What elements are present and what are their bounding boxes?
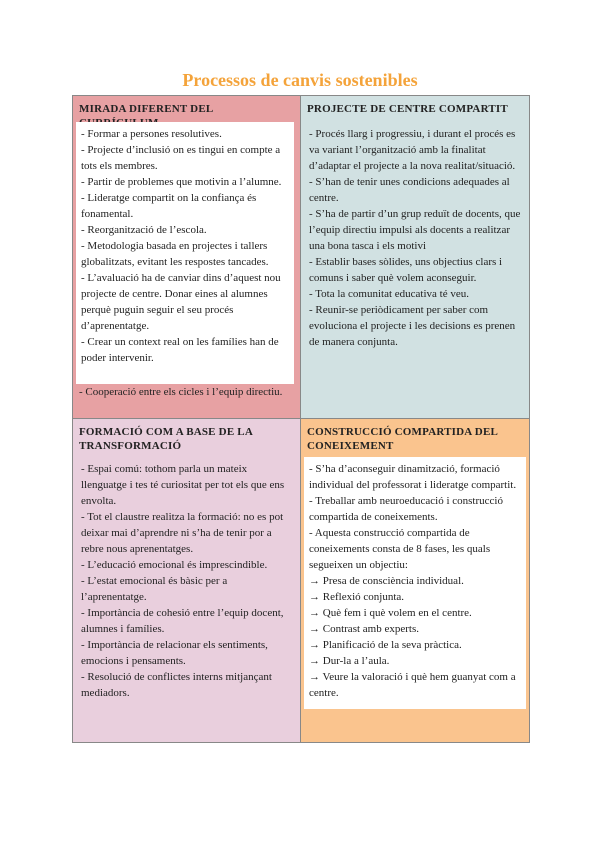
list-item: - S’ha de partir d’un grup reduït de docents, que l’equip directiu impulsi als docents a realitzar una bona tasca i els motivi <box>309 208 521 252</box>
list-item: - Lideratge compartit on la confiança és fonamental. <box>81 192 257 220</box>
cell-construccio <box>301 419 529 742</box>
list-item: - Aquesta construcció compartida de coneixements consta de 8 fases, les quals segueixen un objectiu: <box>309 527 491 571</box>
list-item: - L’educació emocional és imprescindible. <box>81 559 268 571</box>
list-item: - Crear un context real on les famílies han de poder intervenir. <box>81 336 279 364</box>
list-item: → Reflexió conjunta. <box>309 591 405 603</box>
list-item: - Tota la comunitat educativa té veu. <box>309 288 469 300</box>
cell-projecte-centre <box>301 96 529 418</box>
list-item: - S’han de tenir unes condicions adequades al centre. <box>309 176 510 204</box>
list-item: - Formar a persones resolutives. <box>81 128 222 140</box>
list-item: - S’ha d’aconseguir dinamització, formació individual del professorat i lideratge compartit. <box>309 463 517 491</box>
list-item: → Veure la valoració i què hem guanyat com a centre. <box>309 671 516 699</box>
list-item: → Contrast amb experts. <box>309 623 419 635</box>
cell-formacio <box>73 419 300 742</box>
cell-content <box>76 457 294 699</box>
cell-content <box>76 122 294 384</box>
quadrant-table <box>72 95 530 743</box>
cell-heading: PROJECTE DE CENTRE COMPARTIT <box>307 103 508 115</box>
list-item: → Planificació de la seva pràctica. <box>309 639 462 651</box>
list-item: - Reunir-se periòdicament per saber com evoluciona el projecte i les decisions es prenen de manera conjunta. <box>309 304 516 348</box>
list-item: - Treballar amb neuroeducació i construcció compartida de coneixements. <box>309 495 503 523</box>
cell-content <box>304 457 526 709</box>
list-item: - Importància de cohesió entre l’equip docent, alumnes i famílies. <box>81 607 284 635</box>
cell-heading: FORMACIÓ COM A BASE DE LA TRANSFORMACIÓ <box>79 426 253 452</box>
list-item: - Espai comú: tothom parla un mateix llenguatge i tes té curiositat per tot els que ens envolta. <box>81 463 285 507</box>
list-item: → Dur-la a l’aula. <box>309 655 390 667</box>
list-item: - Reorganització de l’escola. <box>81 224 207 236</box>
list-item: - Resolució de conflictes interns mitjançant mediadors. <box>81 671 272 699</box>
list-item: - Cooperació entre els cicles i l’equip directiu. <box>79 386 283 398</box>
list-item: - Tot el claustre realitza la formació: no es pot deixar mai d’aprendre ni s’ha de tenir por a rebre nous aprenentatges. <box>81 511 284 555</box>
list-item: - Partir de problemes que motivin a l’alumne. <box>81 176 282 188</box>
list-item: - Procés llarg i progressiu, i durant el procés es va variant l’organització amb la finalitat d’adaptar el projecte a la nova realitat/situació. <box>309 128 516 172</box>
list-item: → Què fem i què volem en el centre. <box>309 607 472 619</box>
list-item: - Projecte d’inclusió on es tingui en compte a tots els membres. <box>81 144 281 172</box>
cell-heading: CONSTRUCCIÓ COMPARTIDA DEL CONEIXEMENT <box>307 426 498 452</box>
list-item: - Metodologia basada en projectes i tallers globalitzats, evitant les respostes tancades. <box>81 240 269 268</box>
list-item: → Presa de consciència individual. <box>309 575 464 587</box>
cell-mirada-diferent <box>73 96 300 418</box>
cell-heading: MIRADA DIFERENT DEL <box>79 103 213 115</box>
list-item: - L’avaluació ha de canviar dins d’aquest nou projecte de centre. Donar eines al alumnes perquè puguin seguir el seu procés d’aprenentatge. <box>81 272 281 332</box>
cell-content <box>304 122 526 352</box>
list-item: - Importància de relacionar els sentiments, emocions i pensaments. <box>81 639 268 667</box>
page-title: Processos de canvis sostenibles <box>182 70 418 90</box>
list-item: - L’estat emocional és bàsic per a l’aprenentatge. <box>81 575 228 603</box>
list-item: - Establir bases sòlides, uns objectius clars i comuns i saber què volem aconseguir. <box>309 256 503 284</box>
